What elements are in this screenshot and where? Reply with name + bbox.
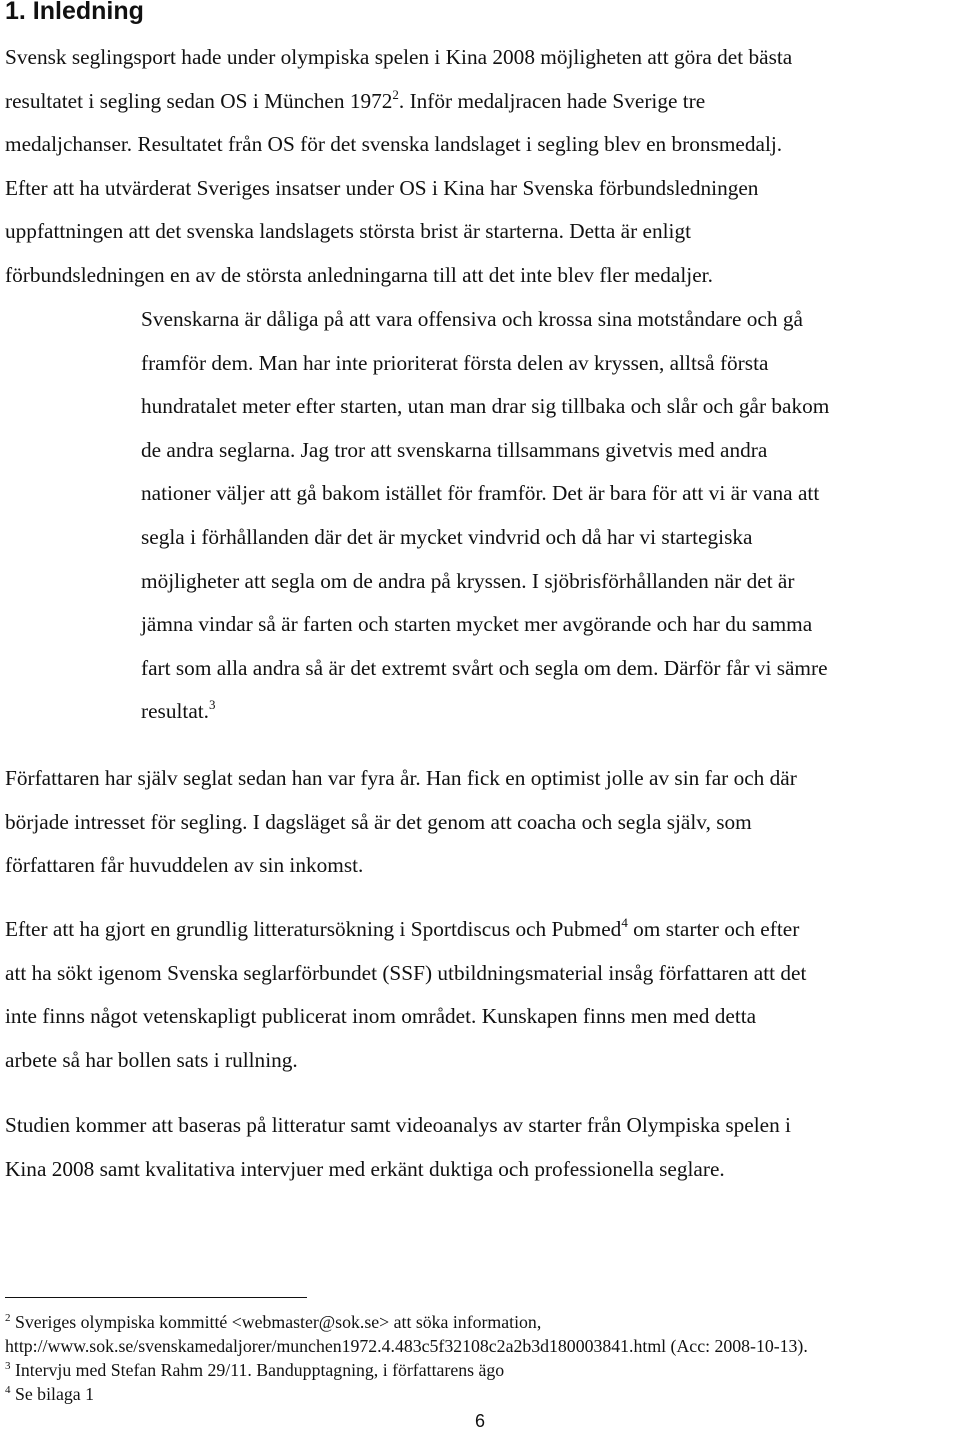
quote-line: fart som alla andra så är det extremt svårt och segla om dem. Därför får vi sämre <box>141 655 828 680</box>
text-line: Studien kommer att baseras på litteratur samt videoanalys av starter från Olympiska spelen i <box>5 1113 791 1137</box>
intro-paragraph <box>5 36 792 298</box>
text-segment: resultat. <box>141 699 210 724</box>
text-line: Svensk seglingsport hade under olympiska spelen i Kina 2008 möjligheten att göra det bästa <box>5 45 793 69</box>
study-method-paragraph <box>5 1104 791 1191</box>
quote-line <box>141 690 829 734</box>
text-line: författaren får huvuddelen av sin inkomst. <box>5 853 364 878</box>
footnote-ref-4: 4 <box>621 915 628 930</box>
footnote-2-url[interactable]: http://www.sok.se/svenskamedaljorer/munchen1972.4.483c5f32108c2a2b3d180003841.html (Acc: 2008-10-13). <box>5 1336 808 1356</box>
footnote-ref-3: 3 <box>209 697 216 713</box>
text-line: började intresset för segling. I dagsläget så är det genom att coacha och segla själv, som <box>5 809 752 834</box>
text-segment: Efter att ha gjort en grundlig litteratursökning i Sportdiscus och Pubmed <box>5 917 622 941</box>
footnote-text: Se bilaga 1 <box>10 1384 94 1404</box>
author-background-paragraph <box>5 757 797 888</box>
quote-line: de andra seglarna. Jag tror att svenskarna tillsammans givetvis med andra <box>141 437 768 462</box>
footnote-text: Sveriges olympiska kommitté <webmaster@sok.se> att söka information, <box>10 1312 542 1332</box>
section-heading: 1. Inledning <box>5 0 144 25</box>
quote-line: nationer väljer att gå bakom istället för framför. Det är bara för att vi är vana att <box>141 481 820 506</box>
quote-line: Svenskarna är dåliga på att vara offensiva och krossa sina motståndare och gå <box>141 307 803 331</box>
footnote-number: 4 <box>5 1384 11 1396</box>
footnote-number: 2 <box>5 1312 11 1324</box>
text-segment: om starter och efter <box>627 917 800 941</box>
text-line <box>5 908 806 952</box>
block-quote <box>141 298 829 734</box>
text-line: Författaren har själv seglat sedan han var fyra år. Han fick en optimist jolle av sin far och där <box>5 766 797 790</box>
footnote-number: 3 <box>5 1360 11 1372</box>
quote-line: jämna vindar så är farten och starten mycket mer avgörande och har du samma <box>141 612 813 637</box>
text-line: uppfattningen att det svenska landslagets största brist är starterna. Detta är enligt <box>5 219 692 244</box>
literature-search-paragraph <box>5 908 806 1082</box>
footnote-ref-2: 2 <box>392 86 399 102</box>
footnotes <box>5 1310 808 1406</box>
footnote-3 <box>5 1358 808 1382</box>
text-line: inte finns något vetenskapligt publicerat inom området. Kunskapen finns men med detta <box>5 1004 757 1029</box>
quote-line: möjligheter att segla om de andra på kryssen. I sjöbrisförhållanden när det är <box>141 568 795 593</box>
text-line: arbete så har bollen sats i rullning. <box>5 1047 298 1072</box>
text-line: medaljchanser. Resultatet från OS för det svenska landslaget i segling blev en bronsmedalj. <box>5 132 783 157</box>
text-line: att ha sökt igenom Svenska seglarförbundet (SSF) utbildningsmaterial insåg författaren att det <box>5 960 807 985</box>
footnote-text: Intervju med Stefan Rahm 29/11. Bandupptagning, i författarens ägo <box>10 1360 505 1380</box>
text-line: Kina 2008 samt kvalitativa intervjuer med erkänt duktiga och professionella seglare. <box>5 1156 725 1181</box>
text-line <box>5 80 792 124</box>
text-segment: resultatet i segling sedan OS i München 1972 <box>5 88 393 113</box>
page-number: 6 <box>474 1411 485 1431</box>
footnote-2 <box>5 1310 808 1334</box>
text-line: Efter att ha utvärderat Sveriges insatser under OS i Kina har Svenska förbundsledningen <box>5 175 759 200</box>
quote-line: segla i förhållanden där det är mycket vindvrid och då har vi startegiska <box>141 524 753 549</box>
footnote-separator <box>5 1297 307 1298</box>
text-line: förbundsledningen en av de största anledningarna till att det inte blev fler medaljer. <box>5 262 713 287</box>
quote-line: framför dem. Man har inte prioriterat första delen av kryssen, alltså första <box>141 350 769 375</box>
footnote-4 <box>5 1382 808 1406</box>
text-segment: . Inför medaljracen hade Sverige tre <box>398 88 706 113</box>
quote-line: hundratalet meter efter starten, utan man drar sig tillbaka och slår och går bakom <box>141 394 830 419</box>
